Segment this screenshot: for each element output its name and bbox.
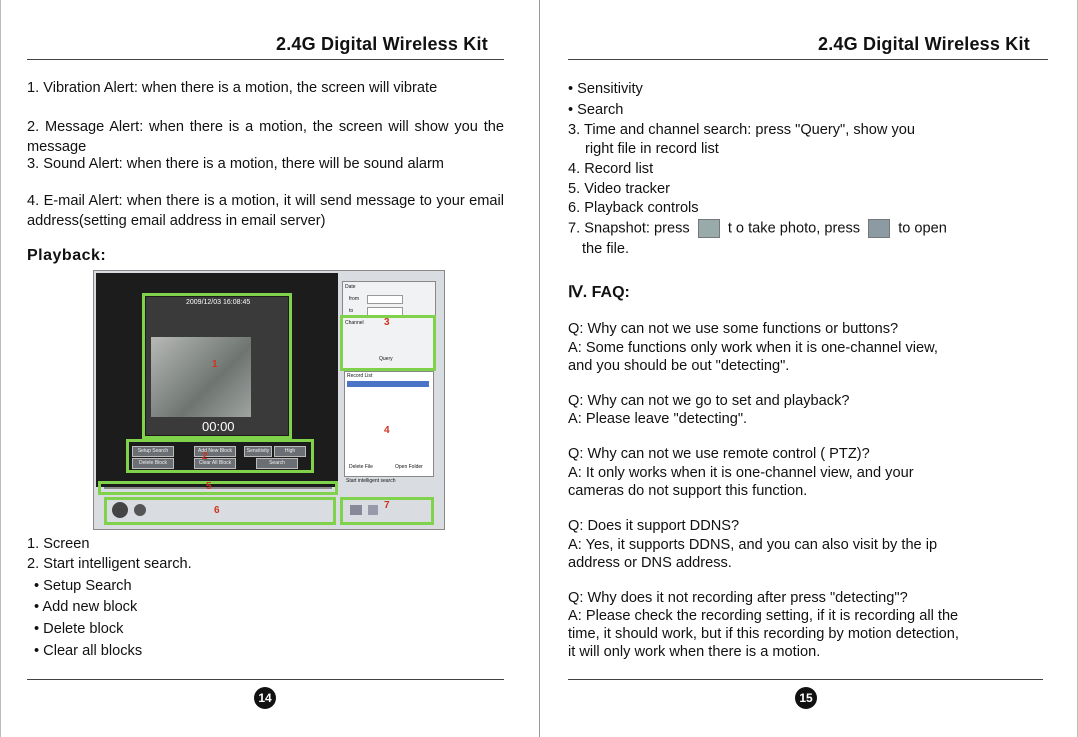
callout-1: 1 [212,359,218,370]
delete-file-button[interactable]: Delete File [349,464,373,470]
to-label: to [349,308,354,314]
from-label: from [349,296,359,302]
camera-icon[interactable] [350,505,362,515]
faq-a3-line1: A: It only works when it is one-channel view, and your [568,465,914,481]
right-header-rule [568,59,1048,60]
list-clear-blocks: • Clear all blocks [34,643,143,659]
from-date-input[interactable] [367,295,403,304]
callout-6: 6 [214,505,220,516]
list-add-block: • Add new block [34,599,138,615]
faq-a5-line2: time, it should work, but if this recording by motion detection, [568,626,959,642]
folder-icon[interactable] [368,505,378,515]
playback-screenshot [93,270,445,530]
callout-3: 3 [384,317,390,328]
snapshot-text-b: t o take photo, press [727,220,861,237]
alert-sound: 3. Sound Alert: when there is a motion, there will be sound alarm [27,156,444,172]
left-header-rule [27,59,504,60]
alert-vibration: 1. Vibration Alert: when there is a motion, the screen will vibrate [27,80,438,96]
faq-a2-line1: A: Please leave "detecting". [568,411,748,427]
setup-search-button[interactable]: Setup Search [132,446,174,457]
faq-a3-line2: cameras do not support this function. [568,483,808,499]
open-folder-button[interactable]: Open Folder [395,464,423,470]
faq-a5-line3: it will only work when there is a motion. [568,644,821,660]
play-icon[interactable] [112,502,128,518]
item-playback-controls: 6. Playback controls [568,200,699,216]
camera-icon [698,219,720,238]
sensitivity-label: Sensitivity [244,446,272,457]
video-frame [151,337,251,417]
start-intelligent-checkbox[interactable]: Start intelligent search [346,478,396,484]
item-time-channel: 3. Time and channel search: press "Query", show you [568,122,916,138]
list-screen: 1. Screen [27,536,90,552]
alert-message: 2. Message Alert: when there is a motion, the screen will show you the message [27,119,504,155]
record-list-label: Record List [347,373,373,379]
video-tracker[interactable] [104,487,332,489]
faq-q4: Q: Does it support DDNS? [568,518,740,534]
faq-heading: Ⅳ. FAQ: [568,284,630,301]
faq-q5: Q: Why does it not recording after press "detecting"? [568,590,908,606]
faq-q2: Q: Why can not we go to set and playback? [568,393,850,409]
add-new-block-button[interactable]: Add New Block [194,446,236,457]
item-snapshot [568,219,947,239]
search-button[interactable]: Search [256,458,298,469]
item-video-tracker: 5. Video tracker [568,181,670,197]
right-page [539,0,1078,737]
record-list-item[interactable] [347,381,429,387]
item-record-list: 4. Record list [568,161,654,177]
left-page-number: 14 [254,687,276,709]
faq-a4-line1: A: Yes, it supports DDNS, and you can also visit by the ip [568,537,938,553]
channel-label: Channel [345,320,364,326]
clear-all-block-button[interactable]: Clear All Block [194,458,236,469]
folder-icon [868,219,890,238]
record-list[interactable] [344,371,434,477]
list-delete-block: • Delete block [34,621,124,637]
faq-q3: Q: Why can not we use remote control ( PTZ)? [568,446,870,462]
faq-a4-line2: address or DNS address. [568,555,732,571]
stop-icon[interactable] [134,504,146,516]
callout-4: 4 [384,425,390,436]
alert-email: 4. E-mail Alert: when there is a motion, it will send message to your email address(setting email address in email server) [27,193,504,229]
faq-a1-line1: A: Some functions only work when it is one-channel view, [568,340,938,356]
left-footer-rule [27,679,504,680]
callout-5: 5 [206,481,212,492]
faq-a1-line2: and you should be out "detecting". [568,358,790,374]
left-header: 2.4G Digital Wireless Kit [276,34,488,54]
faq-q1: Q: Why can not we use some functions or buttons? [568,321,899,337]
faq-a5-line1: A: Please check the recording setting, if it is recording all the [568,608,959,624]
video-timer: 00:00 [202,419,235,434]
item-time-channel-cont: right file in record list [585,141,719,157]
item-search: • Search [568,102,624,118]
playback-heading: Playback: [27,247,107,264]
list-start-search: 2. Start intelligent search. [27,556,192,572]
snapshot-text-c: to open [898,220,947,237]
sensitivity-select[interactable]: High [274,446,306,457]
item-sensitivity: • Sensitivity [568,81,643,97]
query-button[interactable]: Query [379,356,393,362]
list-setup-search: • Setup Search [34,578,132,594]
snapshot-text-a: 7. Snapshot: press [568,220,690,237]
date-label: Date [345,284,356,290]
delete-block-button[interactable]: Delete Block [132,458,174,469]
callout-2: 2 [202,451,208,462]
video-timestamp: 2009/12/03 16:08:45 [186,299,251,306]
right-header: 2.4G Digital Wireless Kit [818,34,1030,54]
snapshot-text-d: the file. [582,241,630,257]
right-page-number: 15 [795,687,817,709]
right-footer-rule [568,679,1043,680]
callout-7: 7 [384,500,390,511]
